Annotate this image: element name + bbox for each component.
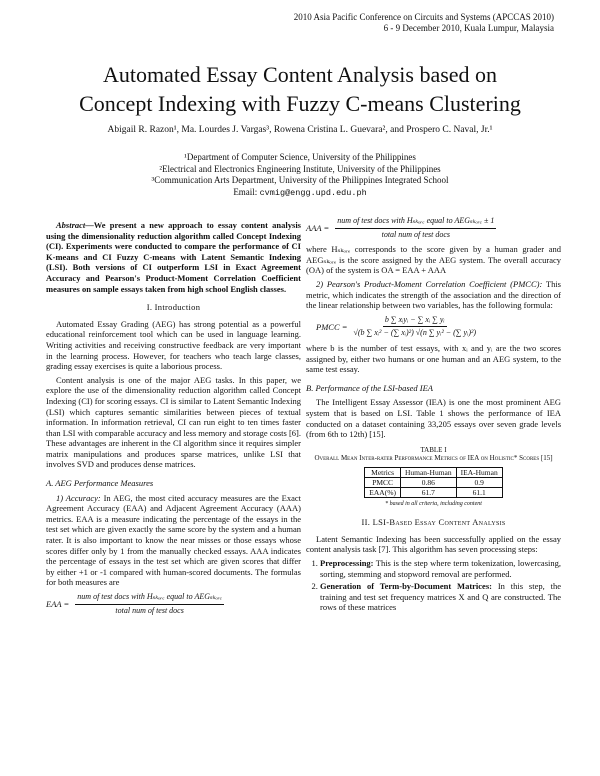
abstract: Abstract—We present a new approach to essay content analysis using the dimensionality reduction algorithm called Concept Indexing (CI). Experiments were conducted to compare the performance of CI K-means and CI Fuzzy C-means with Latent Semantic Indexing (LSI). Both versions of CI outperform LSI in Exact Agreement Accuracy and Pearson's Product-Moment Correlation Coefficient measures on sample essays taken from high school English classes. [46, 220, 301, 294]
table-row: PMCC 0.86 0.9 [365, 477, 502, 487]
section-heading-lsi: II. LSI-Based Essay Content Analysis [361, 517, 506, 528]
oa-paragraph: where Hₛₖₒᵣₑ corresponds to the score given by a human grader and AEGₛₖₒᵣₑ is the score assigned by the AEG system. The overall accuracy (OA) of the system is OA = EAA + AAA [306, 244, 561, 276]
list-item: 2. Generation of Term-by-Document Matrices: In this step, the training and test set frequency matrices X and Q are constructed. The rows of these matrices [320, 581, 561, 613]
conference-name: 2010 Asia Pacific Conference on Circuits and Systems (APCCAS 2010) [293, 12, 554, 22]
table-header-row: Metrics Human-Human IEA-Human [365, 467, 502, 477]
pmcc-equation: PMCC = $\frac{\text{b ∑ xᵢyᵢ − ∑ xᵢ ∑ yᵢ}}{\text{√(b ∑ xᵢ² − (∑ xᵢ)²) √(n ∑ yᵢ² − (∑ yᵢ)²)}}$ [316, 314, 477, 338]
iea-paragraph: The Intelligent Essay Assessor (IEA) is one the most prominent AEG system that is based on LSI. Table 1 shows the performance of IEA conducted on a dataset containing 33,205 essays over seven grade levels (from 6th to 12th) [15]. [306, 397, 561, 440]
pmcc-explanation: where b is the number of test essays, with xᵢ and yᵢ are the two scores assigned by, either two humans or one human and an AEG system, to the same test essay. [306, 342, 561, 375]
list-item: 1. Preprocessing: This is the step where term tokenization, lowercasing, sorting, stemming and stopword removal are performed. [320, 558, 561, 579]
left-column [46, 220, 301, 620]
table-footnote: * based in all criteria, including content [385, 500, 482, 507]
accuracy-paragraph: 1) Accuracy: In AEG, the most cited accuracy measures are the Exact Agreement Accuracy (EAA) and Adjacent Agreement Accuracy (AAA) metrics. EAA is a measure indicating the percentage of the essays in the test set which are given exactly the same score by the system and a human rater. It is also important to know the near misses or those essays whose scores differ only by 1 from the manually checked essays. AAA indicates the percentage of essays in the test set which are given scores that differ by either +1 or -1 compared with human-scored documents. The formulas for both measures are [46, 492, 301, 588]
iea-metrics-table [364, 467, 502, 498]
conference-header [294, 12, 554, 34]
lsi-paragraph: Latent Semantic Indexing has been successfully applied on the essay content analysis task [7]. This algorithm has seven processing steps: [306, 533, 561, 555]
table-caption: TABLE I Overall Mean Inter-rater Performance Metrics of IEA on Holistic* Scores [15] [314, 445, 553, 463]
affiliation-2: ²Electrical and Electronics Engineering Institute, University of the Philippines [159, 163, 441, 174]
pmcc-paragraph: 2) Pearson's Product-Moment Correlation Coefficient (PMCC): This metric, which indicates the strength of the association and the direction of the linear relationship between two variables, has the following formula: [306, 278, 561, 311]
intro-paragraph-2: Content analysis is one of the major AEG tasks. In this paper, we explore the use of the dimensionality reduction algorithm called Concept Indexing (CI) for scoring essays. CI is similar to Latent Semantic Indexing (LSI) which captures semantic similarities between pieces of textual information. In information retrieval, CI can run eight to ten times faster than LSI with comparable accuracy and less memory and storage costs [6]. These advantages are inherent in the CI algorithm since it requires simpler matrix manipulations and produces sparse matrices, unlike LSI that involves SVD and produces dense matrices. [46, 374, 301, 470]
section-heading-introduction: I. Introduction [146, 302, 201, 313]
affiliation-1: ¹Department of Computer Science, University of the Philippines [184, 152, 416, 162]
lsi-steps-list [306, 558, 561, 613]
right-column [306, 212, 561, 615]
email-line: Email: cvmig@engg.upd.edu.ph [233, 186, 367, 198]
affiliation-3: ³Communication Arts Department, University of the Philippines Integrated School [151, 175, 449, 185]
author-list: Abigail R. Razon¹, Ma. Lourdes J. Vargas³, Rowena Cristina L. Guevara², and Prospero C. Naval, Jr.¹ [107, 125, 493, 135]
subsection-heading-aeg-measures: A. AEG Performance Measures [46, 478, 154, 489]
email-address[interactable]: cvmig@engg.upd.edu.ph [259, 187, 367, 198]
eaa-equation: EAA = $\frac{\text{num of test docs with Hₛₖₒᵣₑ equal to AEGₛₖₒᵣₑ}}{\text{total num of test docs}}$ [46, 592, 222, 615]
table-row: EAA(%) 61.7 61.1 [365, 487, 502, 497]
paper-title: Automated Essay Content Analysis based on Concept Indexing with Fuzzy C-means Clustering [79, 62, 521, 116]
affiliations [0, 152, 600, 199]
conference-date: 6 - 9 December 2010, Kuala Lumpur, Malaysia [383, 23, 554, 33]
subsection-heading-iea: B. Performance of the LSI-based IEA [306, 382, 433, 393]
intro-paragraph-1: Automated Essay Grading (AEG) has strong potential as a powerful educational reinforcement tool which can be used in language learning. Writing activities and receiving constructive feedback are very important in the learning process. However, for teachers who teach large classes, grading essay exercises is quite a laborious process. [46, 318, 301, 372]
aaa-equation: AAA = $\frac{\text{num of test docs with Hₛₖₒᵣₑ equal to AEGₛₖₒᵣₑ ± 1}}{\text{total num of test docs}}$ [306, 216, 495, 239]
